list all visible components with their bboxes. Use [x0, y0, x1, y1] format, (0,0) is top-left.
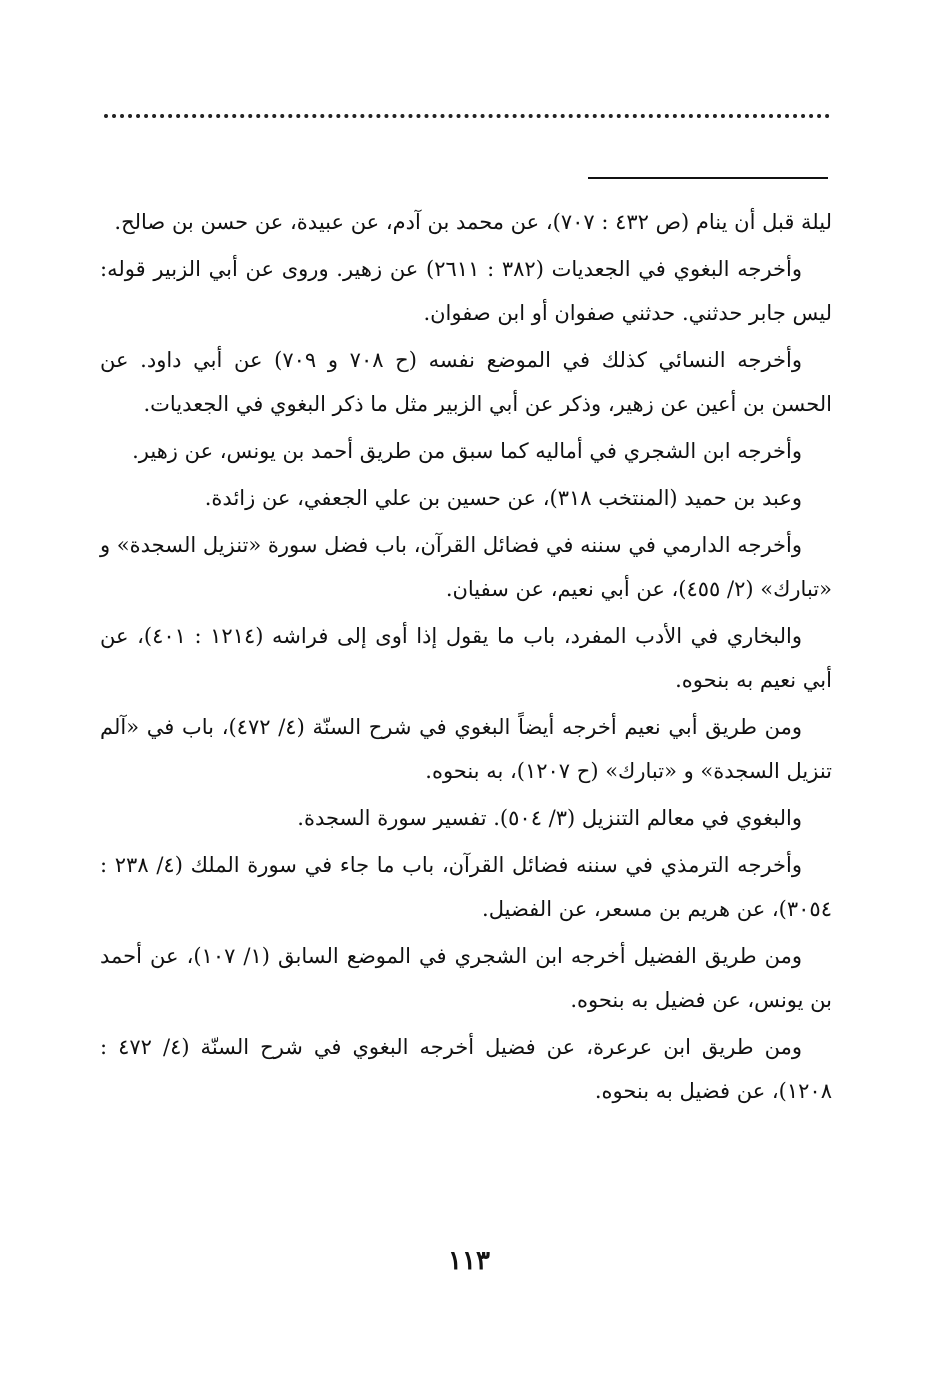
paragraph: ومن طريق الفضيل أخرجه ابن الشجري في الموضع السابق (١/ ١٠٧)، عن أحمد بن يونس، عن فضيل به بنحوه. [100, 944, 832, 1012]
paragraph: ليلة قبل أن ينام (ص ٤٣٢ : ٧٠٧)، عن محمد بن آدم، عن عبيدة، عن حسن بن صالح. [114, 210, 832, 234]
dotted-separator [104, 114, 830, 118]
page-number: ١١٣ [448, 1246, 490, 1276]
footnote-text [100, 200, 832, 1116]
paragraph: وعبد بن حميد (المنتخب ٣١٨)، عن حسين بن علي الجعفي، عن زائدة. [204, 486, 802, 510]
paragraph: ومن طريق أبي نعيم أخرجه أيضاً البغوي في شرح السنّة (٤/ ٤٧٢)، باب في «آلم تنزيل السجدة» و «تبارك» (ح ١٢٠٧)، به بنحوه. [100, 715, 832, 783]
paragraph: والبخاري في الأدب المفرد، باب ما يقول إذا أوى إلى فراشه (١٢١٤ : ٤٠١)، عن أبي نعيم به بنحوه. [100, 624, 832, 692]
paragraph: وأخرجه الترمذي في سننه فضائل القرآن، باب ما جاء في سورة الملك (٤/ ٢٣٨ : ٣٠٥٤)، عن هريم بن مسعر، عن الفضيل. [100, 853, 832, 921]
paragraph: وأخرجه الدارمي في سننه في فضائل القرآن، باب فضل سورة «تنزيل السجدة» و «تبارك» (٢/ ٤٥٥)، عن أبي نعيم، عن سفيان. [99, 533, 832, 601]
paragraph: والبغوي في معالم التنزيل (٣/ ٥٠٤). تفسير سورة السجدة. [297, 806, 802, 830]
footnote-rule [588, 177, 828, 179]
paragraph: ومن طريق ابن عرعرة، عن فضيل أخرجه البغوي في شرح السنّة (٤/ ٤٧٢ : ١٢٠٨)، عن فضيل به بنحوه. [100, 1035, 832, 1103]
paragraph: وأخرجه البغوي في الجعديات (٣٨٢ : ٢٦١١) عن زهير. وروى عن أبي الزبير قوله: ليس جابر حدثني. حدثني صفوان أو ابن صفوان. [100, 257, 832, 325]
paragraph: وأخرجه النسائي كذلك في الموضع نفسه (ح ٧٠٨ و ٧٠٩) عن أبي داود. عن الحسن بن أعين عن زهير، وذكر عن أبي الزبير مثل ما ذكر البغوي في الجعديات. [100, 348, 832, 416]
paragraph: وأخرجه ابن الشجري في أماليه كما سبق من طريق أحمد بن يونس، عن زهير. [132, 439, 802, 463]
